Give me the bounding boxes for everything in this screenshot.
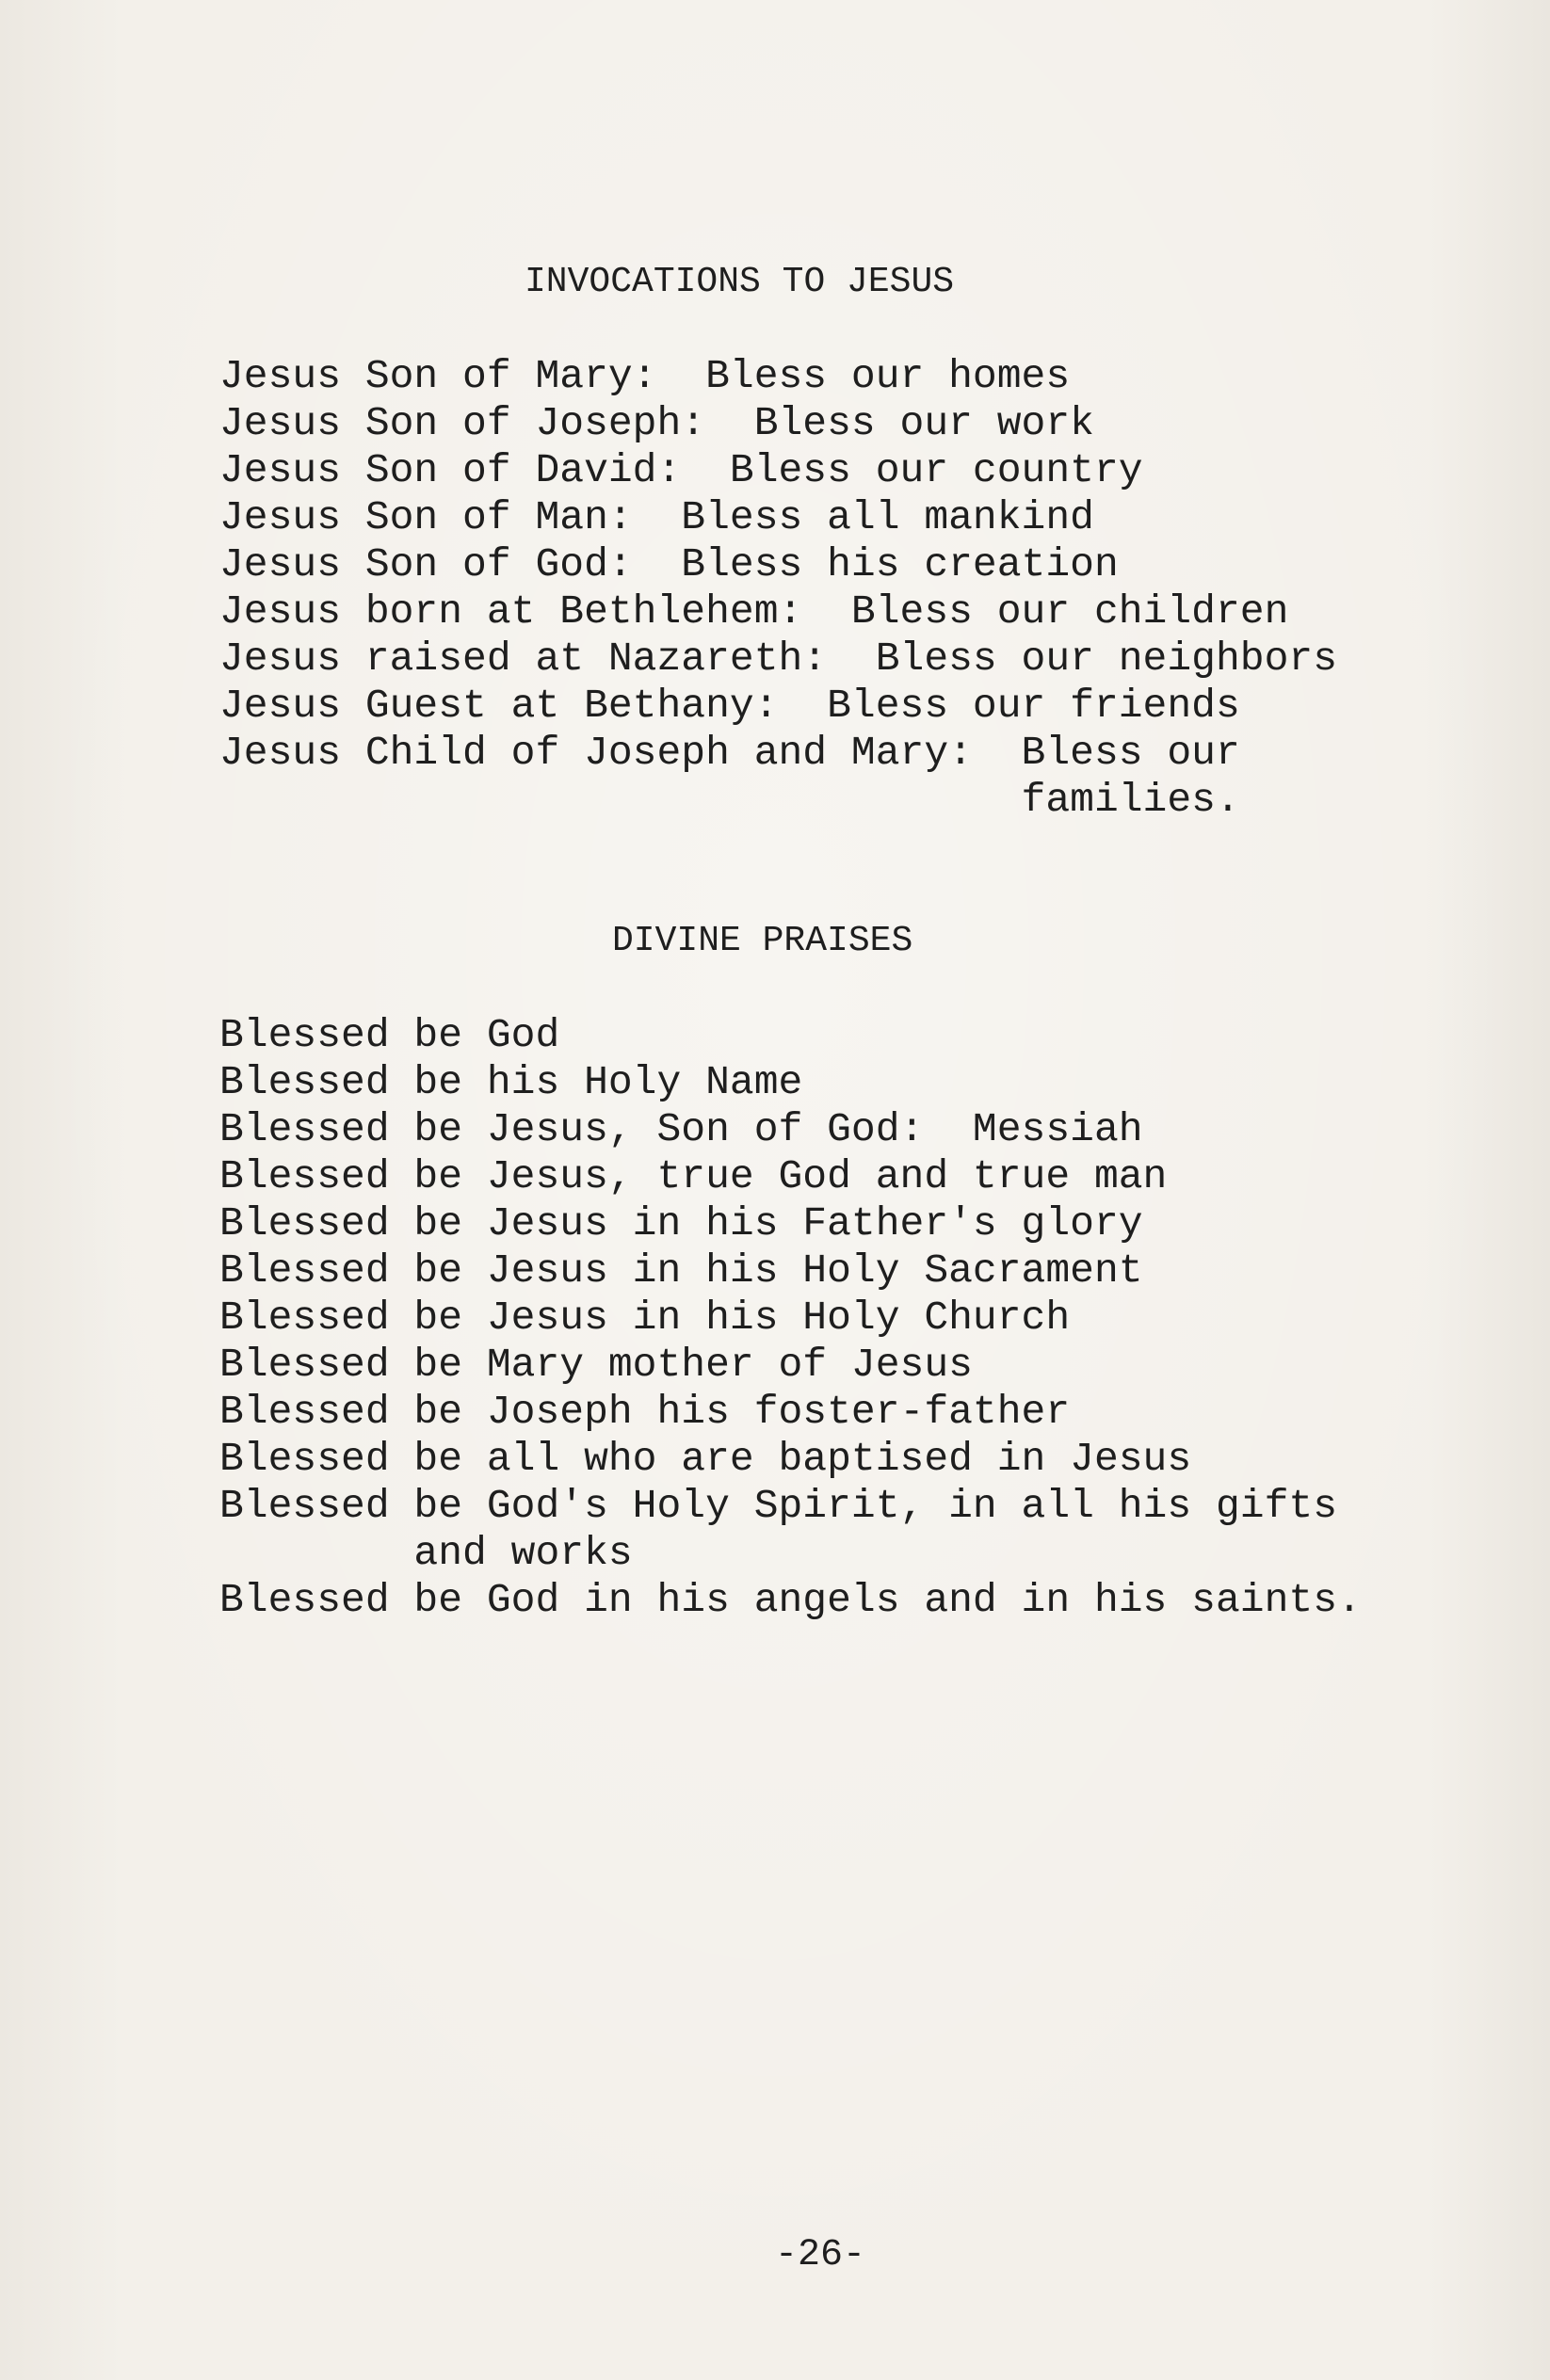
invocation-line: Jesus raised at Nazareth: Bless our neighbors	[219, 635, 1337, 682]
praise-line: Blessed be Jesus, Son of God: Messiah	[219, 1106, 1143, 1152]
invocation-line: families.	[219, 777, 1240, 823]
praise-line: and works	[219, 1530, 633, 1576]
praise-line: Blessed be his Holy Name	[219, 1059, 803, 1105]
invocation-line: Jesus born at Bethlehem: Bless our children	[219, 588, 1289, 635]
praise-line: Blessed be Jesus in his Father's glory	[219, 1200, 1143, 1246]
praise-line: Blessed be God's Holy Spirit, in all his gifts	[219, 1483, 1337, 1529]
praise-line: Blessed be Joseph his foster-father	[219, 1389, 1071, 1435]
praise-line: Blessed be Mary mother of Jesus	[219, 1342, 973, 1388]
invocations-title: INVOCATIONS TO JESUS	[525, 262, 955, 302]
invocation-line: Jesus Child of Joseph and Mary: Bless our	[219, 730, 1240, 776]
invocation-line: Jesus Son of Man: Bless all mankind	[219, 494, 1094, 540]
invocation-line: Jesus Son of Joseph: Bless our work	[219, 400, 1094, 446]
invocation-line: Jesus Son of Mary: Bless our homes	[219, 353, 1071, 399]
invocation-line: Jesus Son of God: Bless his creation	[219, 541, 1119, 587]
praise-line: Blessed be God	[219, 1012, 560, 1058]
praises-title: DIVINE PRAISES	[612, 921, 913, 961]
praise-line: Blessed be Jesus in his Holy Church	[219, 1295, 1071, 1341]
praise-line: Blessed be Jesus in his Holy Sacrament	[219, 1247, 1143, 1294]
praise-line: Blessed be all who are baptised in Jesus	[219, 1436, 1192, 1482]
invocation-line: Jesus Son of David: Bless our country	[219, 447, 1143, 493]
praise-line: Blessed be Jesus, true God and true man	[219, 1153, 1168, 1199]
page-number: -26-	[775, 2234, 866, 2276]
invocation-line: Jesus Guest at Bethany: Bless our friends	[219, 683, 1240, 729]
praise-line: Blessed be God in his angels and in his saints.	[219, 1577, 1362, 1623]
